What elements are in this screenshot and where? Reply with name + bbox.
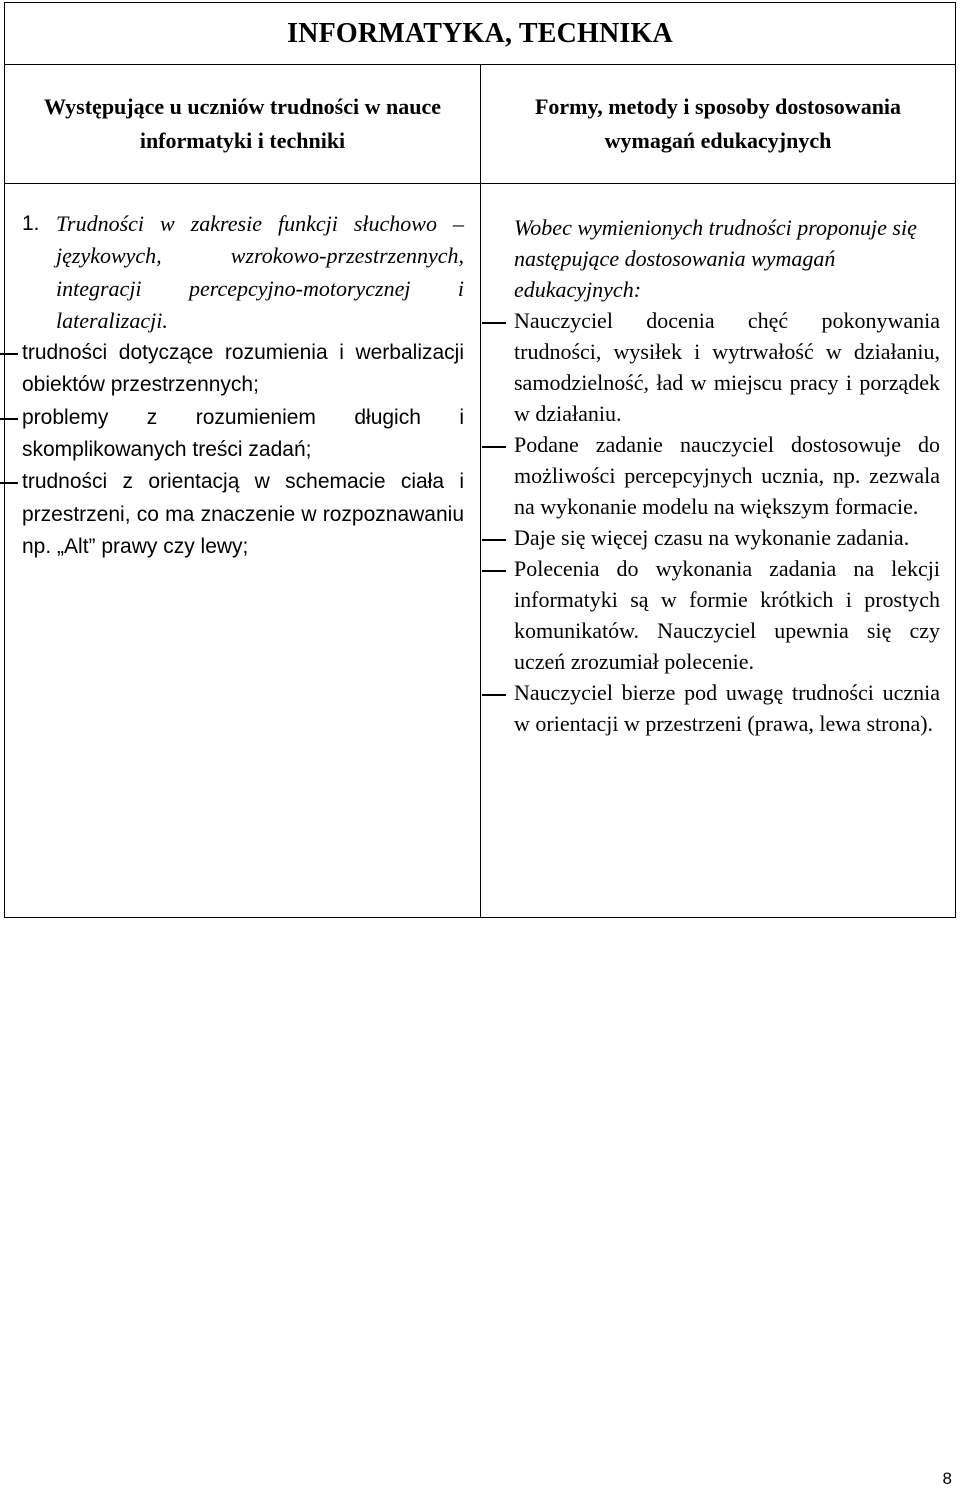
table-title: INFORMATYKA, TECHNIKA	[5, 3, 955, 65]
column-divider	[480, 65, 481, 917]
item-text: Trudności w zakresie funkcji słuchowo – językowych, wzrokowo-przestrzennych, integracji percepcyjno-motorycznej i lateralizacji.	[56, 211, 464, 333]
adaptation-bullet	[482, 553, 940, 677]
intro-text: Wobec wymienionych trudności proponuje się następujące dostosowania wymagań edukacyjnych:	[514, 215, 917, 302]
bullet-text: Nauczyciel bierze pod uwagę trudności ucznia w orientacji w przestrzeni (prawa, lewa strona).	[514, 680, 940, 736]
difficulty-bullet	[0, 402, 464, 467]
bullet-text: Daje się więcej czasu na wykonanie zadania.	[514, 525, 910, 550]
bullet-text: trudności z orientacją w schemacie ciała i przestrzeni, co ma znaczenie w rozpoznawaniu np. „Alt” prawy czy lewy;	[22, 470, 464, 558]
page-number: 8	[942, 1469, 952, 1488]
left-column-header: Występujące u uczniów trudności w nauce informatyki i techniki	[43, 94, 442, 153]
adaptations-cell	[482, 212, 940, 739]
difficulties-cell	[22, 208, 464, 563]
right-column-header: Formy, metody i sposoby dostosowania wymagań edukacyjnych	[534, 94, 902, 153]
bullet-text: trudności dotyczące rozumienia i werbalizacji obiektów przestrzennych;	[22, 341, 464, 397]
difficulty-bullet	[0, 337, 464, 402]
bullet-text: Nauczyciel docenia chęć pokonywania trudności, wysiłek i wytrwałość w działaniu, samodzielność, ład w miejscu pracy i porządek w działaniu.	[514, 308, 940, 426]
adaptation-bullet	[482, 429, 940, 522]
item-number: 1.	[22, 212, 40, 235]
difficulty-bullet	[0, 466, 464, 563]
adaptation-bullet	[482, 677, 940, 739]
bullet-text: problemy z rozumieniem długich i skomplikowanych treści zadań;	[22, 405, 464, 462]
adaptation-bullet	[482, 305, 940, 429]
header-divider	[5, 183, 955, 184]
bullet-text: Polecenia do wykonania zadania na lekcji informatyki są w formie krótkich i prostych komunikatów. Nauczyciel upewnia się czy uczeń zrozumiał polecenie.	[514, 556, 940, 674]
difficulty-item	[22, 208, 464, 337]
bullet-text: Podane zadanie nauczyciel dostosowuje do możliwości percepcyjnych ucznia, np. zezwala na wykonanie modelu na większym formacie.	[514, 432, 940, 519]
adaptation-bullet	[482, 522, 940, 553]
